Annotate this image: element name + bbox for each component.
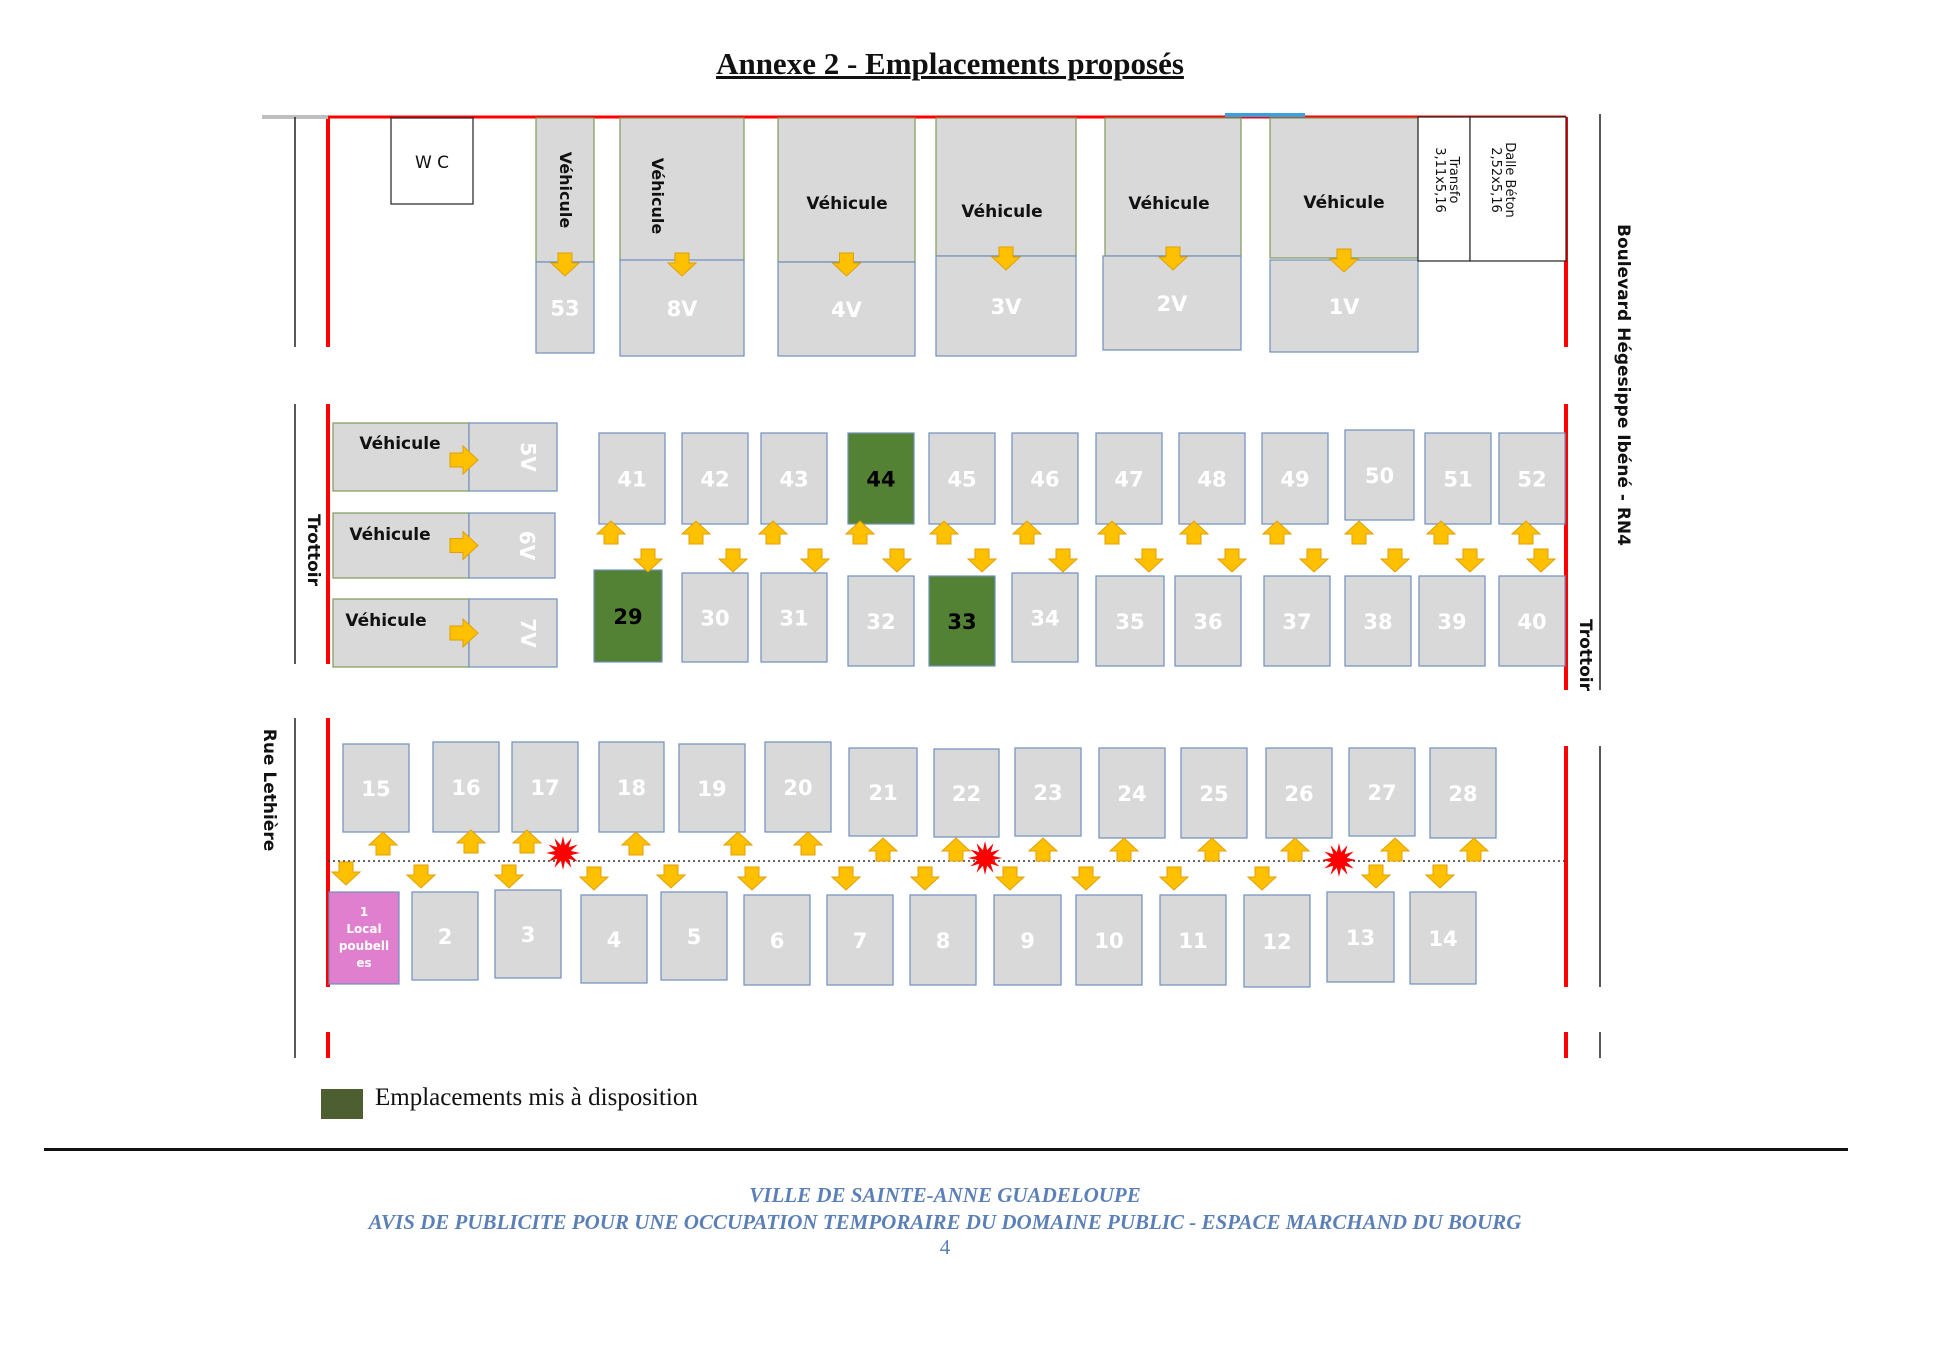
stall-label-2V: 2V	[1156, 292, 1188, 316]
stall-label-35: 35	[1115, 610, 1145, 634]
stall-label-11: 11	[1178, 929, 1208, 953]
arrow-down-icon	[495, 865, 523, 888]
stall-label-29: 29	[613, 605, 643, 629]
footer-line-2: AVIS DE PUBLICITE POUR UNE OCCUPATION TEMPORAIRE DU DOMAINE PUBLIC - ESPACE MARCHAND DU BOURG	[368, 1210, 1522, 1234]
arrow-down-icon	[911, 867, 939, 890]
arrow-up-icon	[369, 832, 397, 855]
arrow-up-icon	[1029, 838, 1057, 861]
vehicle-label: Véhicule	[345, 611, 427, 631]
stall-label-48: 48	[1197, 467, 1227, 492]
stall-5V	[469, 423, 557, 491]
vehicle-side-2	[333, 513, 469, 578]
transfo-size: 3,11x5,16	[1432, 147, 1447, 213]
stall-label-25: 25	[1199, 782, 1229, 806]
stall-label-36: 36	[1193, 610, 1223, 634]
stall-label-44: 44	[866, 467, 896, 492]
stall-label-1V: 1V	[1328, 295, 1360, 319]
arrow-up-icon	[1198, 838, 1226, 861]
stall-label-42: 42	[700, 467, 730, 492]
arrow-down-icon	[1300, 549, 1328, 572]
stall-label-47: 47	[1114, 467, 1144, 492]
arrow-down-icon	[407, 865, 435, 888]
footer-divider	[44, 1148, 1848, 1151]
stall-label-17: 17	[530, 776, 560, 800]
stall-label-2: 2	[437, 925, 453, 949]
arrow-up-icon	[457, 830, 485, 853]
stall-label-15: 15	[361, 777, 391, 801]
stall-label-7: 7	[852, 929, 868, 953]
stall-label-27: 27	[1367, 781, 1397, 805]
dalle-label: Dalle Béton	[1502, 142, 1517, 218]
stall-label-49: 49	[1280, 467, 1310, 492]
arrow-up-icon	[869, 838, 897, 861]
stall-label-39: 39	[1437, 610, 1467, 634]
arrow-down-icon	[634, 549, 662, 572]
stall-7V	[469, 599, 557, 667]
rue-lethiere-label: Rue Lethière	[259, 728, 279, 852]
stall-label-31: 31	[779, 606, 809, 631]
vehicle-label: Véhicule	[349, 525, 431, 545]
wc-label: W C	[414, 153, 450, 173]
stall-label-8: 8	[935, 929, 951, 953]
vehicle-label: Véhicule	[806, 194, 888, 214]
arrow-up-icon	[724, 832, 752, 855]
stall-label-32: 32	[866, 610, 896, 634]
arrow-up-icon	[622, 832, 650, 855]
stall-label-5: 5	[686, 925, 702, 949]
stall-label-18: 18	[616, 776, 647, 800]
stall-label-38: 38	[1363, 610, 1393, 634]
arrow-up-icon	[794, 832, 822, 855]
arrow-down-icon	[832, 867, 860, 890]
page-number: 4	[939, 1235, 951, 1259]
stall-6V	[469, 513, 555, 578]
arrow-down-icon	[1049, 549, 1077, 572]
vehicle-top-4	[936, 118, 1076, 256]
stall-label-28: 28	[1448, 782, 1478, 806]
arrow-down-icon	[332, 862, 360, 885]
hazard-star-icon	[968, 841, 1002, 875]
arrow-down-icon	[1072, 867, 1100, 890]
hazard-star-icon	[1322, 843, 1356, 877]
arrow-down-icon	[968, 549, 996, 572]
trottoir-label-right: Trottoir	[1575, 619, 1595, 691]
stall-label-8V: 8V	[666, 297, 698, 321]
arrow-down-icon	[1456, 549, 1484, 572]
stall-label-14: 14	[1428, 927, 1458, 951]
vehicle-label: Véhicule	[648, 157, 667, 235]
vehicle-label: Véhicule	[1128, 194, 1210, 214]
stall-label-43: 43	[779, 467, 809, 492]
arrow-down-icon	[719, 549, 747, 572]
vehicle-label: Véhicule	[556, 151, 575, 229]
arrow-down-icon	[1248, 867, 1276, 890]
arrow-down-icon	[1135, 549, 1163, 572]
arrow-down-icon	[1218, 549, 1246, 572]
stall-label-52: 52	[1517, 467, 1547, 492]
stall-label-7V: 7V	[516, 618, 540, 648]
stall-label-53: 53	[550, 296, 580, 321]
boulevard-label: Boulevard Hégesippe Ibéné - RN4	[1613, 223, 1633, 547]
stall-label-24: 24	[1117, 782, 1147, 806]
vehicle-side-3	[333, 599, 469, 667]
stall-label-37: 37	[1282, 610, 1312, 634]
stall-label-16: 16	[451, 776, 481, 800]
local-poubelles-label: es	[356, 956, 372, 970]
vehicle-label: Véhicule	[1303, 193, 1385, 213]
vehicle-top-5	[1105, 118, 1241, 256]
arrow-down-icon	[801, 549, 829, 572]
stall-label-3: 3	[520, 923, 536, 947]
page-title: Annexe 2 - Emplacements proposés	[716, 46, 1184, 81]
vehicle-label: Véhicule	[961, 202, 1043, 222]
stall-label-51: 51	[1443, 467, 1473, 492]
local-poubelles-label: 1	[359, 905, 369, 919]
stall-label-9: 9	[1020, 929, 1035, 953]
arrow-up-icon	[1345, 521, 1373, 544]
arrow-down-icon	[1426, 865, 1454, 888]
stall-label-20: 20	[783, 776, 813, 800]
stall-label-23: 23	[1033, 781, 1063, 805]
stall-label-10: 10	[1094, 929, 1124, 953]
local-poubelles-label: poubell	[338, 939, 390, 953]
hazard-star-icon	[546, 836, 580, 870]
vehicle-top-3	[778, 118, 915, 262]
dalle-size: 2,52x5,16	[1488, 147, 1503, 213]
stall-label-6: 6	[769, 929, 785, 953]
arrow-down-icon	[883, 549, 911, 572]
dalle-beton-box	[1470, 117, 1566, 261]
vehicle-top-2	[620, 118, 744, 262]
stall-label-4V: 4V	[831, 298, 862, 322]
stall-label-40: 40	[1517, 610, 1547, 634]
stall-label-4: 4	[606, 928, 622, 952]
arrow-up-icon	[942, 838, 970, 861]
stall-label-5V: 5V	[516, 442, 540, 472]
stall-label-50: 50	[1364, 464, 1395, 488]
legend-label: Emplacements mis à disposition	[375, 1084, 698, 1111]
local-poubelles-label: Local	[346, 922, 382, 936]
vehicle-top-6	[1270, 118, 1418, 258]
arrow-up-icon	[1110, 838, 1138, 861]
arrow-up-icon	[1460, 838, 1488, 861]
stall-label-12: 12	[1262, 930, 1292, 954]
arrow-down-icon	[1527, 549, 1555, 572]
arrow-down-icon	[1160, 867, 1188, 890]
arrow-down-icon	[996, 867, 1024, 890]
arrow-up-icon	[1281, 838, 1309, 861]
stall-label-22: 22	[951, 782, 982, 806]
stall-label-13: 13	[1345, 926, 1376, 950]
arrow-down-icon	[580, 867, 608, 890]
arrow-down-icon	[1362, 865, 1390, 888]
arrow-up-icon	[513, 830, 541, 853]
legend-swatch	[321, 1089, 363, 1119]
stall-label-6V: 6V	[515, 530, 539, 561]
stall-label-45: 45	[947, 467, 977, 492]
stall-label-3V: 3V	[990, 295, 1022, 319]
stall-label-33: 33	[947, 610, 977, 634]
stall-label-46: 46	[1030, 467, 1060, 492]
stall-label-41: 41	[617, 467, 647, 492]
stall-label-26: 26	[1284, 782, 1314, 806]
trottoir-label-left: Trottoir	[303, 514, 323, 586]
stall-label-34: 34	[1030, 606, 1060, 631]
arrow-down-icon	[657, 865, 685, 888]
footer-line-1: VILLE DE SAINTE-ANNE GUADELOUPE	[749, 1183, 1141, 1207]
transfo-label: Transfo	[1446, 156, 1461, 204]
arrow-down-icon	[738, 867, 766, 890]
stall-label-19: 19	[697, 777, 727, 801]
vehicle-label: Véhicule	[359, 434, 441, 454]
arrow-down-icon	[1381, 549, 1409, 572]
stall-label-30: 30	[700, 606, 730, 631]
arrow-up-icon	[1381, 838, 1409, 861]
stall-label-21: 21	[868, 781, 898, 805]
